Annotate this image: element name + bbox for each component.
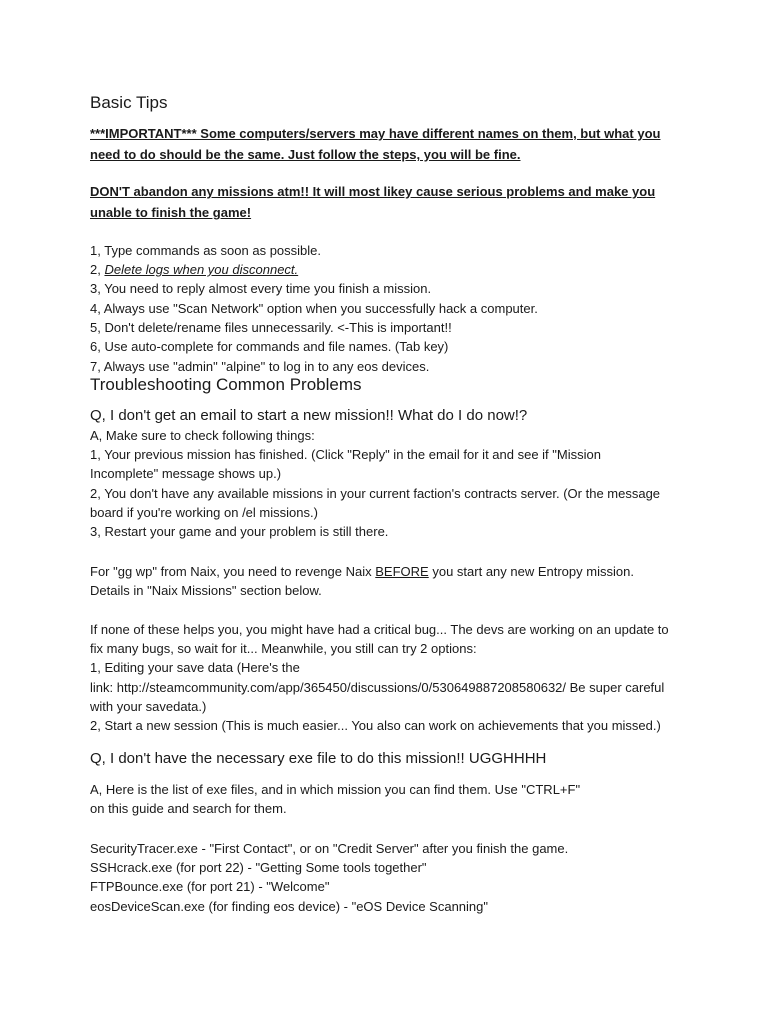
basic-tips-heading: Basic Tips — [90, 93, 168, 112]
important-note-2: DON'T abandon any missions atm!! It will most likey cause serious problems and make you unable to finish the game! — [90, 184, 656, 220]
answer-item-2-line-1: 2, You don't have any available missions in your current faction's contracts server. (Or the message — [90, 486, 661, 501]
naix-note-line-1 — [90, 562, 634, 581]
bug-note-line-1: If none of these helps you, you might have had a critical bug... The devs are working on an update to — [90, 622, 669, 637]
tip-4: 4, Always use "Scan Network" option when you successfully hack a computer. — [90, 301, 538, 316]
answer-item-2-line-2: board if you're working on /el missions.) — [90, 505, 318, 520]
exe-answer-line-2: on this guide and search for them. — [90, 801, 287, 816]
tip-6: 6, Use auto-complete for commands and file names. (Tab key) — [90, 339, 449, 354]
exe-item-sshcrack: SSHcrack.exe (for port 22) - "Getting Some tools together" — [90, 860, 427, 875]
question-missing-exe: Q, I don't have the necessary exe file to do this mission!! UGGHHHH — [90, 750, 547, 767]
tip-2-text: Delete logs when you disconnect. — [104, 262, 299, 277]
exe-item-securitytracer: SecurityTracer.exe - "First Contact", or on "Credit Server" after you finish the game. — [90, 841, 569, 856]
naix-note-before: BEFORE — [375, 564, 429, 579]
exe-item-eosdevicescan: eosDeviceScan.exe (for finding eos device) - "eOS Device Scanning" — [90, 899, 488, 914]
naix-note-line-2: Details in "Naix Missions" section below. — [90, 583, 322, 598]
answer-item-1-line-1: 1, Your previous mission has finished. (Click "Reply" in the email for it and see if "Mission — [90, 447, 601, 462]
bug-option-2: 2, Start a new session (This is much easier... You also can work on achievements that you missed.) — [90, 718, 661, 733]
answer-intro: A, Make sure to check following things: — [90, 428, 315, 443]
tip-5: 5, Don't delete/rename files unnecessarily. <-This is important!! — [90, 320, 452, 335]
tip-2-number: 2, — [90, 262, 105, 277]
answer-item-3: 3, Restart your game and your problem is still there. — [90, 524, 389, 539]
exe-answer-line-1: A, Here is the list of exe files, and in which mission you can find them. Use "CTRL+F" — [90, 782, 581, 797]
question-no-email: Q, I don't get an email to start a new mission!! What do I do now!? — [90, 407, 528, 424]
answer-item-1-line-2: Incomplete" message shows up.) — [90, 466, 282, 481]
bug-option-1-line-2: link: http://steamcommunity.com/app/365450/discussions/0/530649887208580632/ Be super careful — [90, 680, 665, 695]
naix-note-pre: For "gg wp" from Naix, you need to revenge Naix — [90, 564, 376, 579]
naix-note-post: you start any new Entropy mission. — [428, 564, 634, 579]
exe-item-ftpbounce: FTPBounce.exe (for port 21) - "Welcome" — [90, 879, 330, 894]
bug-option-1-line-1: 1, Editing your save data (Here's the — [90, 660, 300, 675]
tip-1: 1, Type commands as soon as possible. — [90, 243, 321, 258]
troubleshooting-heading: Troubleshooting Common Problems — [90, 375, 362, 394]
important-note-1: ***IMPORTANT*** Some computers/servers may have different names on them, but what you need to do should be the same. Just follow the steps, you will be fine. — [90, 126, 661, 162]
tip-7: 7, Always use "admin" "alpine" to log in to any eos devices. — [90, 359, 430, 374]
bug-note-line-2: fix many bugs, so wait for it... Meanwhile, you still can try 2 options: — [90, 641, 477, 656]
tip-2 — [90, 260, 298, 279]
bug-option-1-line-3: with your savedata.) — [90, 699, 207, 714]
tip-3: 3, You need to reply almost every time you finish a mission. — [90, 281, 432, 296]
